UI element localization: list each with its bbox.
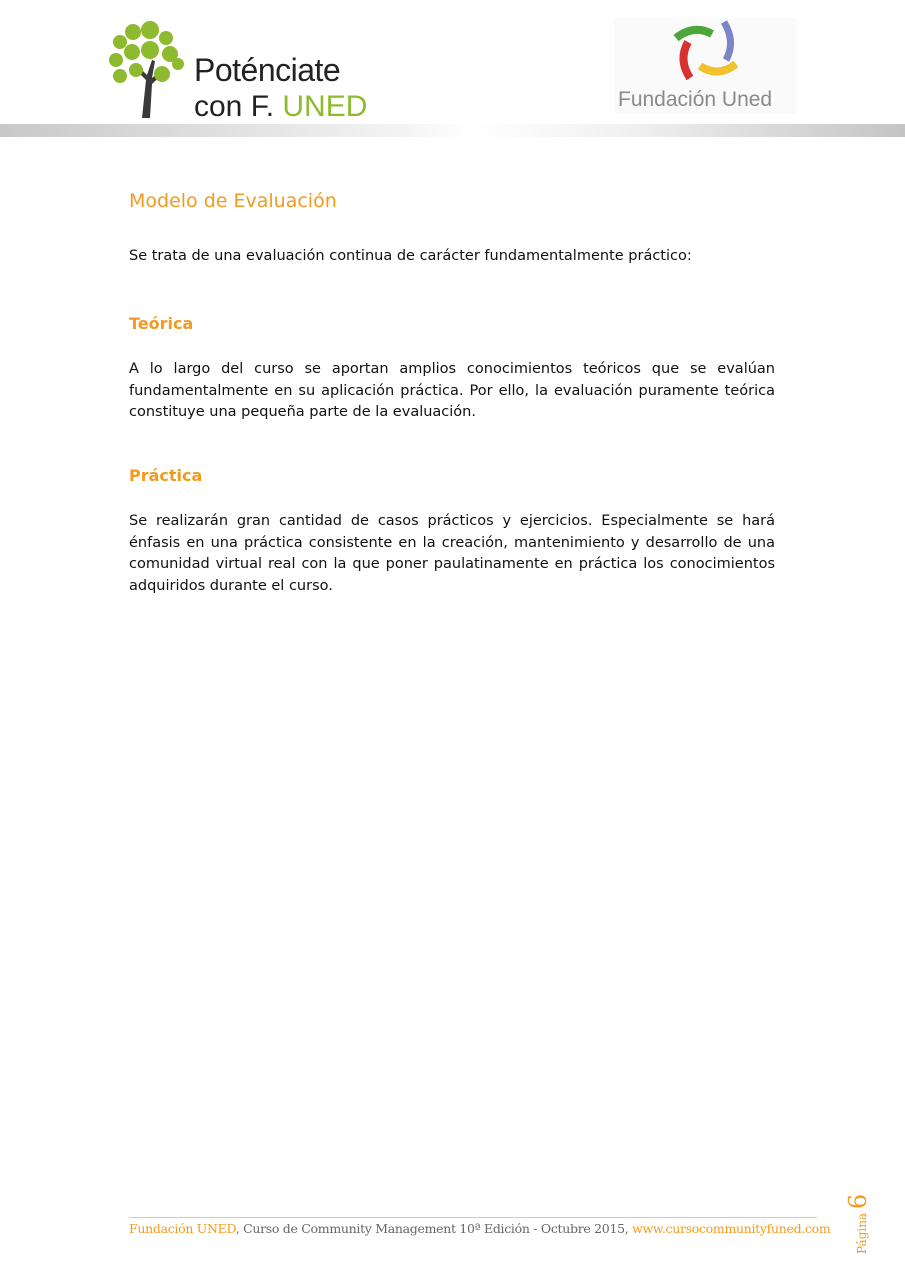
footer-text: Fundación UNED, Curso de Community Management 10ª Edición - Octubre 2015, www.cursocommunityfuned.com	[129, 1221, 831, 1236]
footer-divider	[129, 1217, 817, 1218]
footer-link[interactable]: www.cursocommunityfuned.com	[632, 1221, 831, 1236]
potenciate-logo	[106, 20, 376, 123]
page-number: Página 6	[844, 1193, 872, 1254]
uned-emblem-icon	[672, 20, 742, 82]
intro-paragraph: Se trata de una evaluación continua de carácter fundamentalmente práctico:	[129, 248, 692, 264]
paragraph-practica: Se realizarán gran cantidad de casos prácticos y ejercicios. Especialmente se hará énfasis en una práctica consistente en la creación, mantenimiento y desarrollo de una comunidad virtual real con la que poner paulatinamente en práctica los conocimientos adquiridos durante el curso.	[129, 513, 775, 594]
section-title: Modelo de Evaluación	[129, 190, 337, 212]
heading-teorica: Teórica	[129, 314, 194, 333]
fundacion-uned-logo	[614, 18, 797, 114]
logo-subtitle: con F. UNED	[194, 90, 368, 123]
paragraph-teorica: A lo largo del curso se aportan amplios conocimientos teóricos que se evalúan fundamentalmente en su aplicación práctica. Por ello, la evaluación puramente teórica constituye una pequeña parte de la evaluación.	[129, 361, 775, 420]
tree-icon	[106, 20, 188, 118]
logo-title: Poténciate	[194, 52, 341, 88]
heading-practica: Práctica	[129, 466, 203, 485]
header-band	[0, 124, 905, 137]
logo-text: Fundación Uned	[618, 88, 773, 111]
